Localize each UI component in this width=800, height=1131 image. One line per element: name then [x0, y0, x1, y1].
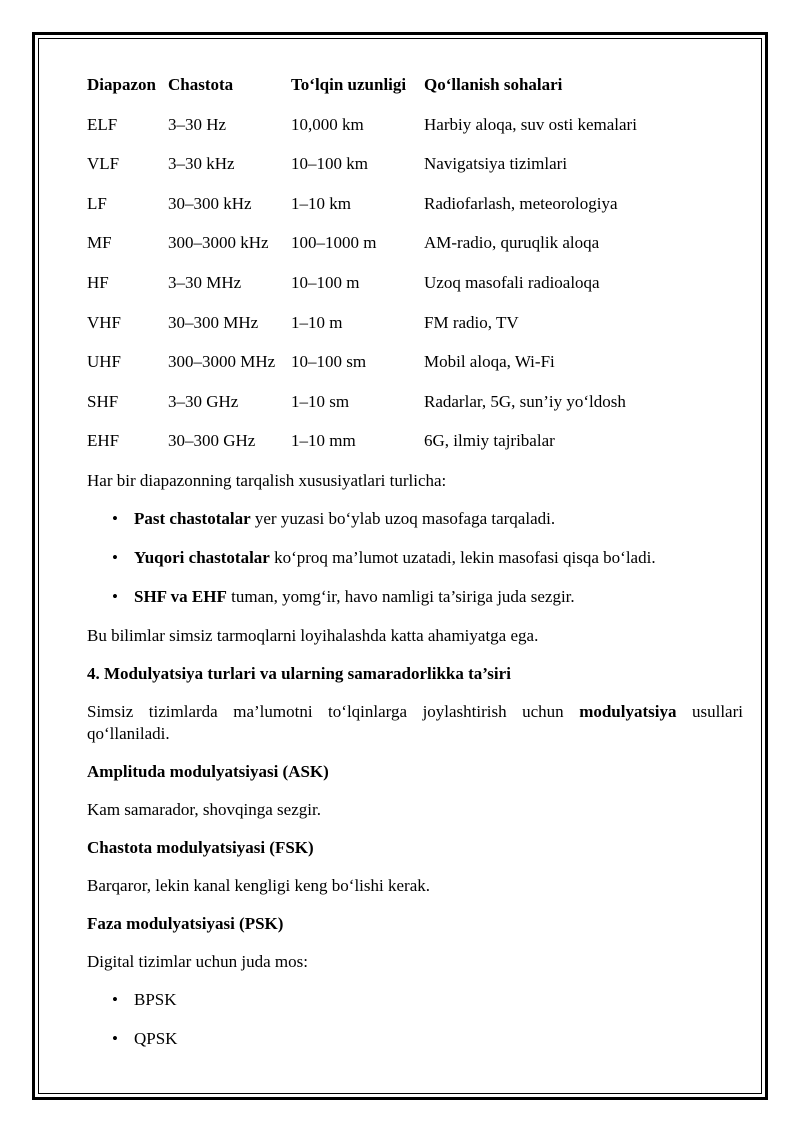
table-header-cell: Qo‘llanish sohalari — [424, 75, 563, 94]
table-header-cell: Chastota — [168, 75, 234, 94]
bullet-icon: • — [112, 547, 118, 567]
table-cell: LF — [87, 193, 107, 213]
list-item-bold: Past chastotalar — [134, 508, 251, 528]
ask-text: Kam samarador, shovqinga sezgir. — [87, 799, 321, 819]
table-cell: Mobil aloqa, Wi-Fi — [424, 352, 555, 372]
fsk-text: Barqaror, lekin kanal kengligi keng bo‘lishi kerak. — [87, 875, 430, 895]
table-cell: 300–3000 kHz — [168, 233, 269, 253]
table-row — [87, 272, 637, 312]
psk-heading: Faza modulyatsiyasi (PSK) — [87, 913, 284, 933]
section-intro-bold: modulyatsiya — [579, 701, 677, 721]
bullet-icon: • — [112, 586, 118, 606]
table-cell: Harbiy aloqa, suv osti kemalari — [424, 114, 637, 134]
table-cell: 10–100 sm — [291, 352, 367, 372]
table-cell: VLF — [87, 154, 120, 174]
bullet-icon: • — [112, 1028, 118, 1048]
list-item — [87, 547, 743, 569]
table-cell: 10–100 m — [291, 272, 360, 292]
table-header-row — [87, 74, 637, 114]
fsk-heading: Chastota modulyatsiyasi (FSK) — [87, 837, 314, 857]
table-cell: 30–300 GHz — [168, 431, 256, 451]
table-cell: 1–10 m — [291, 312, 343, 332]
table-cell: Navigatsiya tizimlari — [424, 154, 568, 174]
list-item-bold: SHF va EHF — [134, 586, 227, 606]
table-row — [87, 430, 637, 470]
section-intro-paragraph — [87, 701, 743, 745]
table-cell: 1–10 mm — [291, 431, 356, 451]
document-body — [87, 74, 743, 1067]
ask-heading: Amplituda modulyatsiyasi (ASK) — [87, 761, 329, 781]
table-cell: Radiofarlash, meteorologiya — [424, 193, 618, 213]
table-cell: 3–30 kHz — [168, 154, 235, 174]
list-item — [87, 508, 743, 530]
table-cell: 1–10 sm — [291, 391, 350, 411]
list-item-text: yer yuzasi bo‘ylab uzoq masofaga tarqaladi. — [250, 508, 556, 528]
table-cell: HF — [87, 272, 109, 292]
psk-type-list — [87, 989, 743, 1050]
bullet-icon: • — [112, 989, 118, 1009]
table-row — [87, 232, 637, 272]
table-row — [87, 351, 637, 391]
section-heading: 4. Modulyatsiya turlari va ularning samaradorlikka ta’siri — [87, 663, 511, 683]
psk-text: Digital tizimlar uchun juda mos: — [87, 951, 308, 971]
table-row — [87, 193, 637, 233]
list-item-text: ko‘proq ma’lumot uzatadi, lekin masofasi qisqa bo‘ladi. — [269, 547, 656, 567]
table-cell: Radarlar, 5G, sun’iy yo‘ldosh — [424, 391, 626, 411]
table-row — [87, 153, 637, 193]
list-item-text: tuman, yomg‘ir, havo namligi ta’siriga juda sezgir. — [226, 586, 575, 606]
table-row — [87, 391, 637, 431]
table-cell: 30–300 kHz — [168, 193, 252, 213]
table-cell: 3–30 Hz — [168, 114, 227, 134]
list-item — [87, 1028, 743, 1050]
list-item-text: QPSK — [134, 1028, 178, 1048]
table-cell: 1–10 km — [291, 193, 351, 213]
table-cell: UHF — [87, 352, 122, 372]
table-cell: 10–100 km — [291, 154, 368, 174]
list-item-text: BPSK — [134, 989, 177, 1009]
bullet-icon: • — [112, 508, 118, 528]
propagation-bullet-list — [87, 508, 743, 608]
list-item — [87, 989, 743, 1011]
table-header-cell: Diapazon — [87, 75, 156, 94]
table-cell: 30–300 MHz — [168, 312, 259, 332]
table-row — [87, 114, 637, 154]
table-cell: EHF — [87, 431, 120, 451]
table-cell: FM radio, TV — [424, 312, 519, 332]
table-cell: 100–1000 m — [291, 233, 377, 253]
frequency-band-table — [87, 74, 637, 470]
table-cell: 6G, ilmiy tajribalar — [424, 431, 555, 451]
intro-paragraph: Har bir diapazonning tarqalish xususiyatlari turlicha: — [87, 470, 447, 490]
table-cell: VHF — [87, 312, 122, 332]
table-cell: AM-radio, quruqlik aloqa — [424, 233, 600, 253]
table-header-cell: To‘lqin uzunligi — [291, 75, 407, 94]
section-intro-text-end: usullari qo‘llaniladi. — [87, 701, 743, 743]
table-cell: 10,000 km — [291, 114, 364, 134]
table-cell: SHF — [87, 391, 119, 411]
table-cell: MF — [87, 233, 112, 253]
list-item — [87, 586, 743, 608]
table-cell: 3–30 GHz — [168, 391, 239, 411]
summary-paragraph: Bu bilimlar simsiz tarmoqlarni loyihalashda katta ahamiyatga ega. — [87, 625, 539, 645]
table-cell: 300–3000 MHz — [168, 352, 276, 372]
list-item-bold: Yuqori chastotalar — [134, 547, 270, 567]
table-cell: 3–30 MHz — [168, 272, 242, 292]
table-row — [87, 312, 637, 352]
table-cell: ELF — [87, 114, 118, 134]
table-cell: Uzoq masofali radioaloqa — [424, 272, 600, 292]
section-intro-text: Simsiz tizimlarda ma’lumotni to‘lqinlarga joylashtirish uchun — [87, 701, 580, 721]
